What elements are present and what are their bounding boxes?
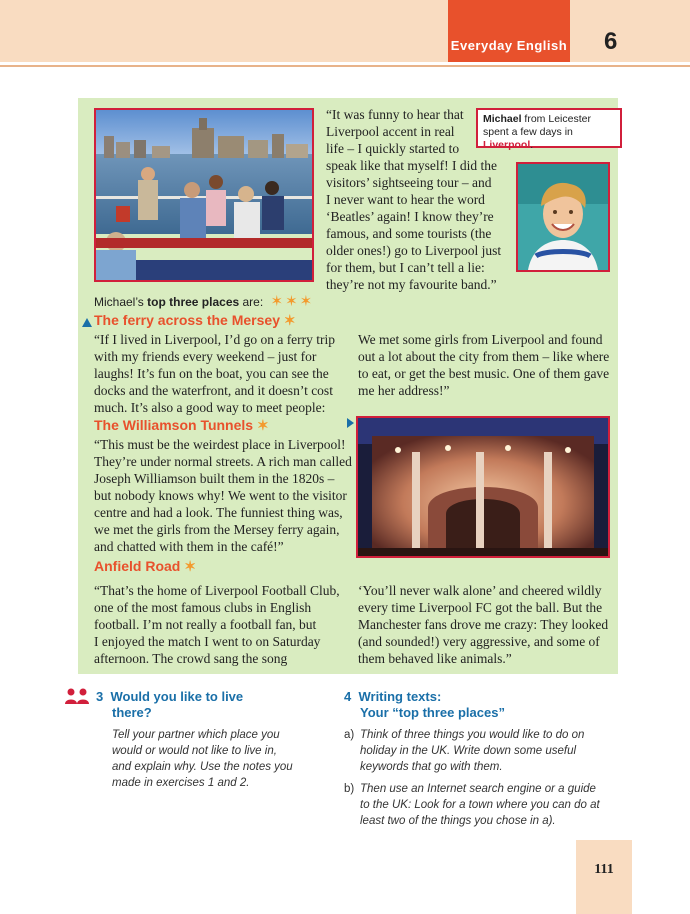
michael-caption <box>476 108 622 151</box>
exercise-title-line: Your “top three places” <box>360 705 505 720</box>
exercise-number: 4 <box>344 689 352 704</box>
header-rule <box>0 65 690 67</box>
ferry-text-left <box>94 331 344 416</box>
michael-portrait <box>516 162 610 272</box>
text-line: every time Liverpool FC got the ball. But the <box>358 600 603 615</box>
page-number-tab <box>576 840 632 914</box>
place-title-ferry <box>94 312 296 329</box>
text-line: and chatted with them in the café!” <box>94 539 284 554</box>
text-line: with my friends every weekend – just for <box>94 349 317 364</box>
caption-end: . <box>530 139 534 151</box>
exercise-line: Then use an Internet search engine or a guide <box>360 783 596 795</box>
caption-text: from Leicester spent a few days in <box>483 113 591 138</box>
exercise-title-line: Would you like to live <box>110 689 244 704</box>
text-line: ‘You’ll never walk alone’ and cheered wildly <box>358 583 602 598</box>
star-icons: ✶✶✶ <box>270 293 315 310</box>
intro-line: life – I quickly started to <box>326 141 460 156</box>
star-icon: ✶ <box>184 558 196 574</box>
ferry-photo-illustration <box>96 110 312 280</box>
anfield-text-left <box>94 582 344 667</box>
exercise-line: made in exercises 1 and 2. <box>112 777 250 789</box>
text-line: Manchester fans drove me crazy: They looked <box>358 617 609 632</box>
exercise-3-title <box>96 689 296 721</box>
text-line: me her address!” <box>358 383 450 398</box>
text-line: them behaved like animals.” <box>358 651 512 666</box>
text-line: to eat, or get the best music. One of them gave <box>358 366 610 381</box>
top-three-bold: top three places <box>147 295 240 309</box>
text-line: much. It’s also a good way to meet people: <box>94 400 326 415</box>
intro-line: for them, but I can’t tell a lie: <box>326 260 485 275</box>
portrait-illustration <box>518 164 608 270</box>
exercise-number: 3 <box>96 689 104 704</box>
anfield-text-right <box>358 582 614 667</box>
exercise-4-title <box>344 689 624 721</box>
text-line: football. I’m not really a football fan, but <box>94 617 317 632</box>
text-line: “If I lived in Liverpool, I’d go on a ferry trip <box>94 332 336 347</box>
text-line: laughs! It’s fun on the boat, you can see the <box>94 366 329 381</box>
ferry-text-right <box>358 331 614 399</box>
pair-work-icon <box>64 688 90 704</box>
place-title: The ferry across the Mersey <box>94 312 280 328</box>
tunnel-photo-illustration <box>358 418 608 556</box>
page-number: 111 <box>594 862 614 877</box>
top-three-heading <box>94 292 314 310</box>
intro-line: Liverpool accent in real <box>326 124 455 139</box>
exercise-line: keywords that go with them. <box>360 761 503 773</box>
exercise-line: holiday in the UK. Write down some useful <box>360 745 577 757</box>
exercise-title-line: Writing texts: <box>358 689 442 704</box>
place-title: Anfield Road <box>94 558 181 574</box>
caption-name: Michael <box>483 113 522 125</box>
exercise-4-item-a <box>344 727 634 775</box>
exercise-line: would or would not like to live in, <box>112 745 277 757</box>
intro-line: ‘Beatles’ again! I know they’re <box>326 209 494 224</box>
exercise-title-line: there? <box>112 705 152 720</box>
text-line: afternoon. The crowd sang the song <box>94 651 288 666</box>
caption-city: Liverpool <box>483 139 531 151</box>
text-line: one of the most famous clubs in English <box>94 600 312 615</box>
exercise-line: Tell your partner which place you <box>112 729 280 741</box>
text-line: Joseph Williamson built them in the 1820s – <box>94 471 335 486</box>
text-line: They’re under normal streets. A rich man called <box>94 454 352 469</box>
section-label: Everyday English <box>450 38 568 53</box>
text-line: docks and the waterfront, and it doesn’t cost <box>94 383 333 398</box>
text-line: out a lot about the city from them – like where <box>358 349 610 364</box>
text-line: but nobody knows why! We went to the visitor <box>94 488 347 503</box>
intro-line: older ones!) go to Liverpool just <box>326 243 502 258</box>
text-line: “That’s the home of Liverpool Football Club, <box>94 583 340 598</box>
exercise-line: to the UK: Look for a town where you can do at <box>360 799 600 811</box>
intro-line: they’re not my favourite band.” <box>326 277 497 292</box>
exercise-4-item-b <box>344 781 634 829</box>
item-label: b) <box>344 783 355 795</box>
place-title: The Williamson Tunnels <box>94 417 254 433</box>
exercise-line: and explain why. Use the notes you <box>112 761 293 773</box>
top-three-suffix: are: <box>239 295 264 309</box>
marker-triangle-icon <box>82 318 92 327</box>
text-line: I enjoyed the match I went to on Saturday <box>94 634 321 649</box>
ferry-photo <box>94 108 314 282</box>
intro-line: I never want to hear the word <box>326 192 485 207</box>
text-line: we met the girls from the Mersey ferry again, <box>94 522 340 537</box>
exercise-line: least two of the things you chose in a). <box>360 815 556 827</box>
top-three-prefix: Michael’s <box>94 295 148 309</box>
place-title-tunnels <box>94 417 269 434</box>
text-line: centre and had a look. The funniest thing was, <box>94 505 343 520</box>
text-line: “This must be the weirdest place in Liverpool! <box>94 437 346 452</box>
tunnel-photo <box>356 416 610 558</box>
header-band <box>0 0 690 62</box>
item-label: a) <box>344 729 355 741</box>
intro-line: famous, and some tourists (the <box>326 226 492 241</box>
marker-triangle-right-icon <box>347 418 354 428</box>
exercise-line: Think of three things you would like to do on <box>360 729 585 741</box>
place-title-anfield <box>94 558 196 575</box>
text-line: We met some girls from Liverpool and found <box>358 332 603 347</box>
star-icon: ✶ <box>256 417 269 433</box>
tunnels-text <box>94 436 352 555</box>
text-line: (and sounded!) very aggressive, and some of <box>358 634 600 649</box>
intro-line: “It was funny to hear that <box>326 107 464 122</box>
exercise-3-body <box>112 727 322 791</box>
intro-line: speak like that myself! I did the <box>326 158 497 173</box>
intro-line: visitors’ sightseeing tour – and <box>326 175 492 190</box>
unit-number: 6 <box>604 28 618 55</box>
star-icon: ✶ <box>283 312 296 328</box>
